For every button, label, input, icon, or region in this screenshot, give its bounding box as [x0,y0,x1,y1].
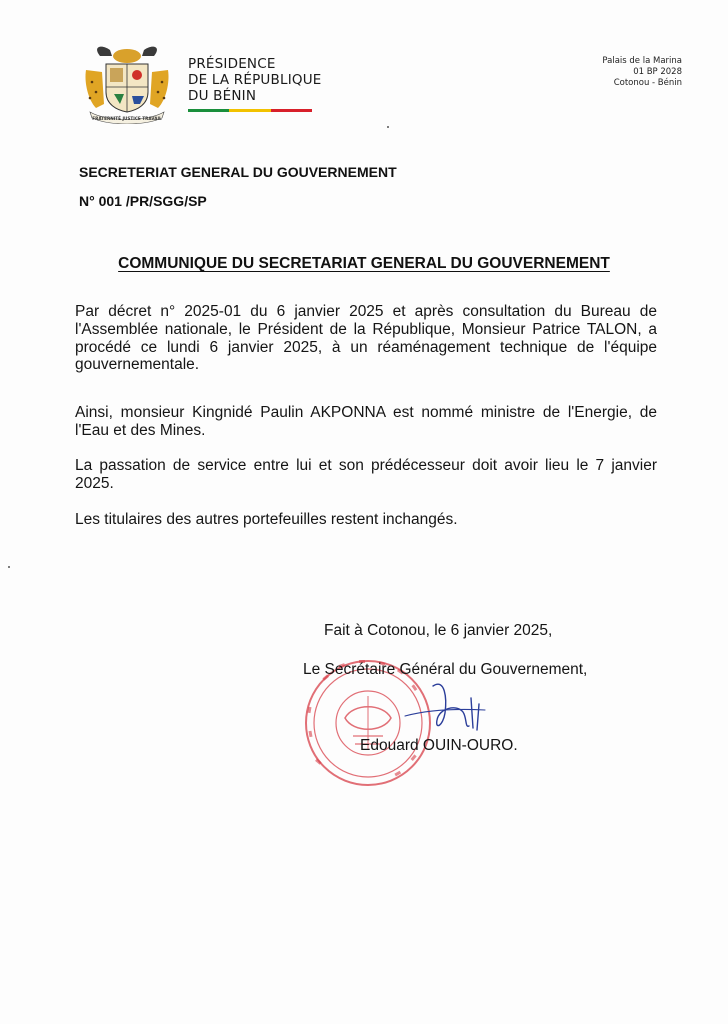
signatory-title: Le Secrétaire Général du Gouvernement, [303,661,588,678]
address-line-2: 01 BP 2028 [633,67,682,77]
handwritten-signature [375,668,515,748]
reference-number: N° 001 /PR/SGG/SP [79,193,207,209]
coat-of-arms-motto: FRATERNITÉ JUSTICE TRAVAIL [92,116,162,121]
scan-speck [8,566,10,568]
address-block [602,56,682,89]
place-and-date: Fait à Cotonou, le 6 janvier 2025, [324,622,553,639]
flag-green-stripe [188,109,229,112]
signatory-name: Edouard OUIN-OURO. [360,737,518,754]
presidency-line-1: PRÉSIDENCE [188,56,276,72]
body-paragraph-2: Ainsi, monsieur Kingnidé Paulin AKPONNA est nommé ministre de l'Energie, de l'Eau et des Mines. [75,404,657,439]
presidency-line-2: DE LA RÉPUBLIQUE [188,72,322,88]
body-paragraph-3: La passation de service entre lui et son prédécesseur doit avoir lieu le 7 janvier 2025. [75,457,657,492]
scan-speck [387,126,389,128]
address-line-3: Cotonou - Bénin [613,78,682,88]
body-paragraph-4: Les titulaires des autres portefeuilles restent inchangés. [75,511,458,528]
flag-color-bar [188,109,312,112]
document-title: COMMUNIQUE DU SECRETARIAT GENERAL DU GOUVERNEMENT [118,255,610,272]
presidency-block [188,56,322,104]
address-line-1: Palais de la Marina [602,56,682,66]
presidency-line-3: DU BÉNIN [188,88,257,104]
flag-red-stripe [271,109,312,112]
flag-yellow-stripe [229,109,270,112]
coat-of-arms-emblem [82,42,172,124]
body-paragraph-1: Par décret n° 2025-01 du 6 janvier 2025 et après consultation du Bureau de l'Assemblée nationale, le Président de la République, Monsieur Patrice TALON, a procédé ce lundi 6 janvier 2025, à un réaménagement technique de l'équipe gouvernementale. [75,303,657,374]
department-heading: SECRETERIAT GENERAL DU GOUVERNEMENT [79,164,397,180]
